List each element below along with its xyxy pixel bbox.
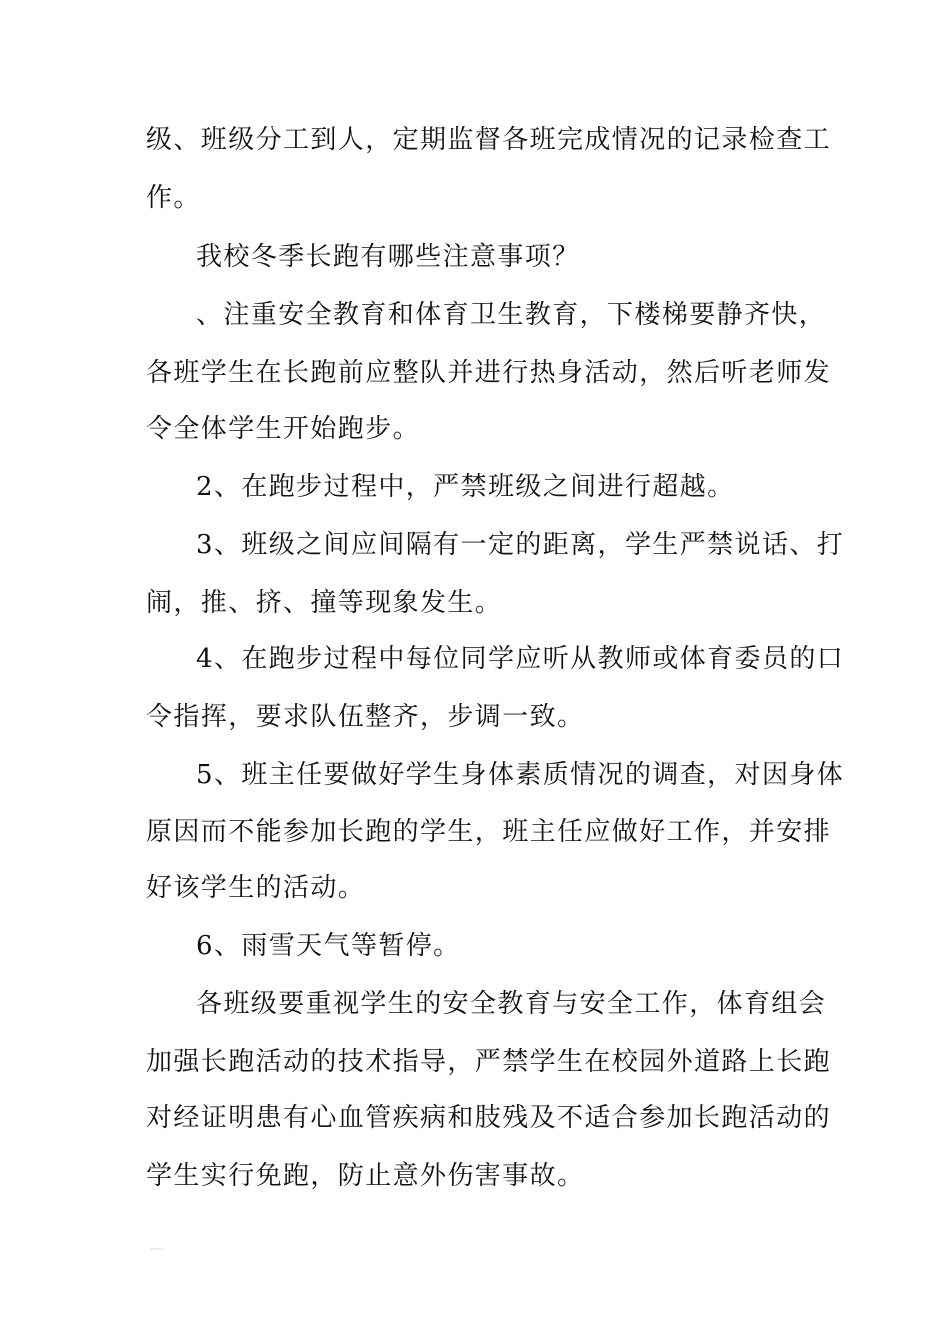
text-line: 令指挥，要求队伍整齐，步调一致。: [146, 702, 585, 732]
faint-footer-mark: [150, 1248, 164, 1250]
text-line: 4、在跑步过程中每位同学应听从教师或体育委员的口: [196, 644, 845, 674]
text-line: 各班学生在长跑前应整队并进行热身活动，然后听老师发: [146, 358, 832, 388]
text-line: 3、班级之间应间隔有一定的距离，学生严禁说话、打: [196, 530, 845, 560]
text-line: 5、班主任要做好学生身体素质情况的调查，对因身体: [196, 760, 845, 790]
text-line: 学生实行免跑，防止意外伤害事故。: [146, 1161, 585, 1191]
text-line: 、注重安全教育和体育卫生教育，下楼梯要静齐快，: [196, 300, 827, 330]
text-line: 闹，推、挤、撞等现象发生。: [146, 588, 503, 618]
text-line: 令全体学生开始跑步。: [146, 414, 421, 444]
text-line: 2、在跑步过程中，严禁班级之间进行超越。: [196, 472, 735, 502]
text-line: 级、班级分工到人，定期监督各班完成情况的记录检查工: [146, 125, 832, 155]
text-line: 6、雨雪天气等暂停。: [196, 931, 461, 961]
text-line: 好该学生的活动。: [146, 873, 366, 903]
text-line: 原因而不能参加长跑的学生，班主任应做好工作，并安排: [146, 817, 832, 847]
text-line: 加强长跑活动的技术指导，严禁学生在校园外道路上长跑: [146, 1047, 832, 1077]
text-line: 对经证明患有心血管疾病和肢残及不适合参加长跑活动的: [146, 1103, 832, 1133]
text-line: 各班级要重视学生的安全教育与安全工作，体育组会: [196, 989, 827, 1019]
text-line: 作。: [146, 183, 201, 213]
question-heading: 我校冬季长跑有哪些注意事项？: [196, 242, 580, 272]
